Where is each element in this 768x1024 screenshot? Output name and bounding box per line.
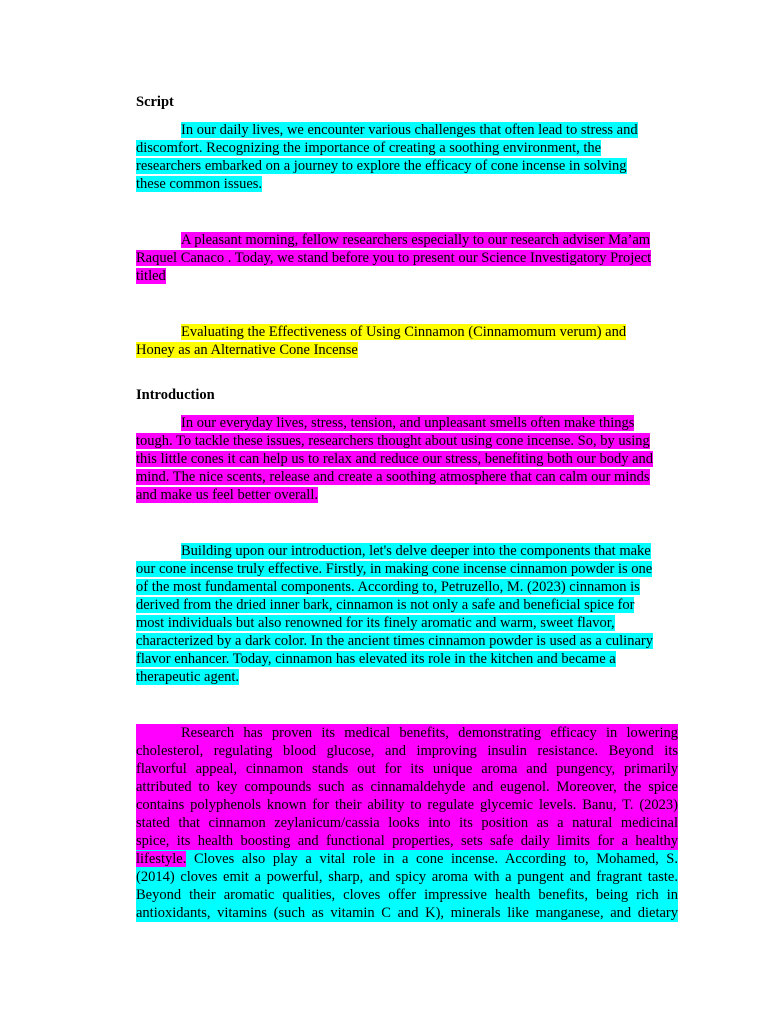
text-line: contains polyphenols known for their ability to regulate glycemic levels. Banu, T. (2023) [136, 797, 678, 813]
text-line: these common issues. [136, 176, 263, 192]
paragraph-components [136, 542, 678, 686]
text-line: Evaluating the Effectiveness of Using Cinnamon (Cinnamomum verum) and [181, 324, 627, 340]
paragraph-project-title [136, 323, 678, 359]
text-line: Beyond their aromatic qualities, cloves offer impressive health benefits, being rich in [136, 887, 678, 903]
paragraph-greeting [136, 231, 678, 285]
paragraph-introduction [136, 414, 678, 504]
text-line: flavor enhancer. Today, cinnamon has elevated its role in the kitchen and became a [136, 651, 616, 667]
text-line: cholesterol, regulating blood glucose, and improving insulin resistance. Beyond its [136, 743, 678, 759]
text-line: In our everyday lives, stress, tension, and unpleasant smells often make things [181, 415, 635, 431]
text-line: our cone incense truly effective. Firstly, in making cone incense cinnamon powder is one [136, 561, 653, 577]
text-segment: Cloves also play a vital role in a cone incense. According to, Mohamed, S. [193, 851, 679, 867]
paragraph-research [136, 724, 678, 922]
text-line: researchers embarked on a journey to explore the efficacy of cone incense in solving [136, 158, 627, 174]
text-line: Building upon our introduction, let's delve deeper into the components that make [181, 543, 651, 559]
text-line: spice, its health boosting and functional properties, sets safe daily limits for a healthy [136, 833, 678, 849]
text-line: antioxidants, vitamins (such as vitamin C and K), minerals like manganese, and dietary [136, 905, 678, 921]
text-line: mind. The nice scents, release and create a soothing atmosphere that can calm our minds [136, 469, 650, 485]
text-line: characterized by a dark color. In the ancient times cinnamon powder is used as a culinary [136, 633, 653, 649]
text-line: titled [136, 268, 166, 284]
text-line-mixed [136, 850, 678, 868]
text-line: discomfort. Recognizing the importance of creating a soothing environment, the [136, 140, 602, 156]
text-line: A pleasant morning, fellow researchers especially to our research adviser Ma’am [181, 232, 651, 248]
text-line: Raquel Canaco . Today, we stand before you to present our Science Investigatory Project [136, 250, 652, 266]
paragraph-intro-script [136, 121, 678, 193]
text-line: attributed to key compounds such as cinnamaldehyde and eugenol. Moreover, the spice [136, 779, 678, 795]
text-line: and make us feel better overall. [136, 487, 318, 503]
text-line: most individuals but also renowned for its finely aromatic and warm, sweet flavor, [136, 615, 615, 631]
text-line: (2014) cloves emit a powerful, sharp, and spicy aroma with a pungent and fragrant taste. [136, 869, 678, 885]
text-line: Honey as an Alternative Cone Incense [136, 342, 358, 358]
text-line: stated that cinnamon zeylanicum/cassia looks into its position as a natural medicinal [136, 815, 678, 831]
text-line: therapeutic agent. [136, 669, 240, 685]
text-line: derived from the dried inner bark, cinnamon is not only a safe and beneficial spice for [136, 597, 635, 613]
text-segment: lifestyle. [136, 851, 187, 867]
text-line: Research has proven its medical benefits, demonstrating efficacy in lowering [136, 724, 678, 742]
text-line: In our daily lives, we encounter various challenges that often lead to stress and [181, 122, 638, 138]
introduction-heading: Introduction [136, 387, 215, 403]
text-line: flavorful appeal, cinnamon stands out for its unique aroma and pungency, primarily [136, 761, 678, 777]
text-line: tough. To tackle these issues, researchers thought about using cone incense. So, by using [136, 433, 650, 449]
text-line: this little cones it can help us to relax and reduce our stress, benefiting both our body and [136, 451, 654, 467]
script-heading: Script [136, 94, 174, 110]
text-line: of the most fundamental components. According to, Petruzello, M. (2023) cinnamon is [136, 579, 640, 595]
